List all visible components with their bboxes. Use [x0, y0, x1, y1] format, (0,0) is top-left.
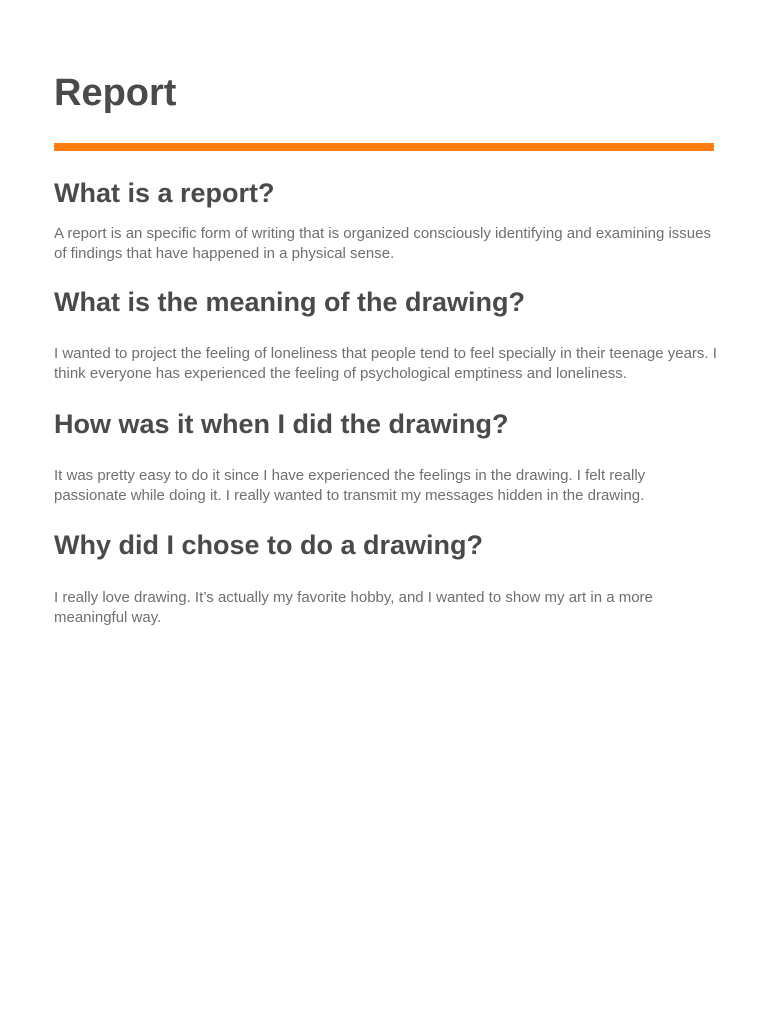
title-divider: [54, 143, 714, 151]
section-what-is-report: [54, 177, 714, 264]
section-body: A report is an specific form of writing that is organized consciously identifying and examining issues of findings that have happened in a physical sense.: [54, 225, 711, 262]
section-body: I wanted to project the feeling of loneliness that people tend to feel specially in their teenage years. I think everyone has experienced the feeling of psychological emptiness and loneliness.: [54, 345, 717, 382]
section-heading: Why did I chose to do a drawing?: [54, 530, 484, 560]
section-meaning-of-drawing: [54, 286, 717, 384]
section-heading: How was it when I did the drawing?: [54, 409, 509, 439]
document-title: Report: [54, 72, 177, 114]
section-how-was-drawing: [54, 408, 714, 506]
section-body: I really love drawing. It’s actually my favorite hobby, and I wanted to show my art in a more meaningful way.: [54, 589, 653, 626]
section-body: It was pretty easy to do it since I have experienced the feelings in the drawing. I felt really passionate while doing it. I really wanted to transmit my messages hidden in the drawing.: [54, 467, 646, 504]
section-why-drawing: [54, 529, 714, 628]
section-heading: What is a report?: [54, 178, 275, 208]
section-heading: What is the meaning of the drawing?: [54, 287, 526, 317]
